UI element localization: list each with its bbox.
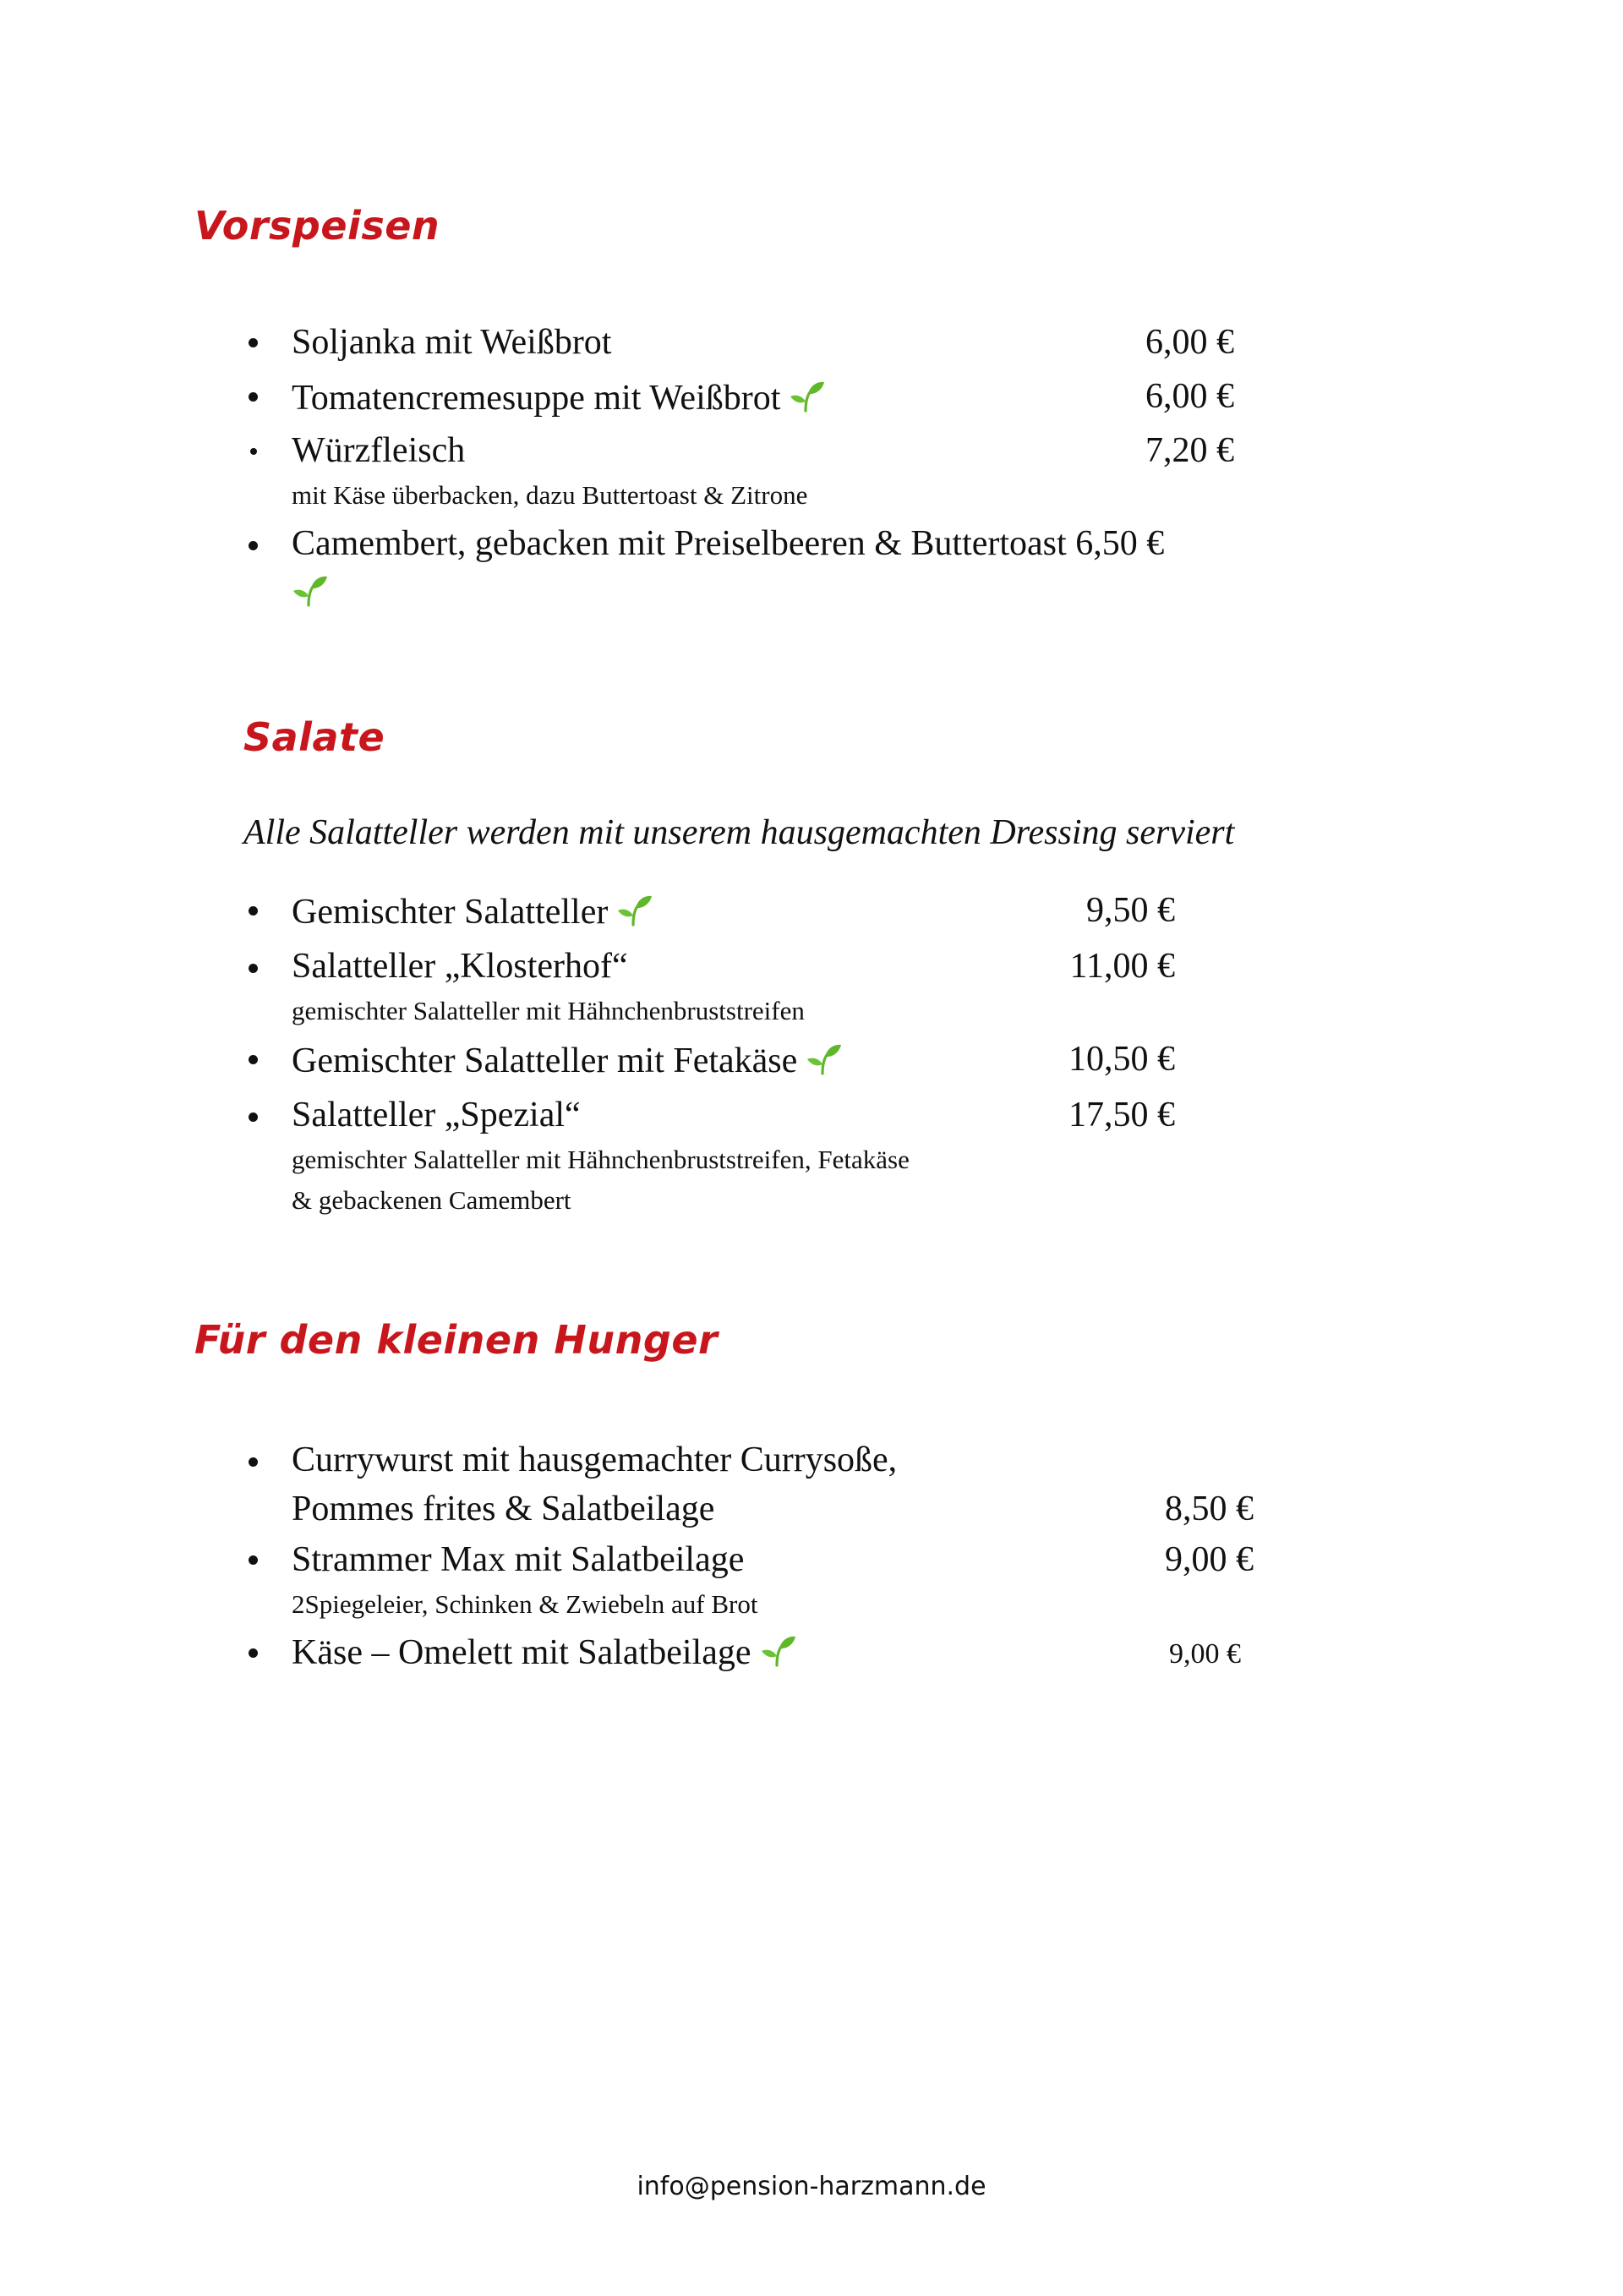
item-price: 10,50 € [1068, 1040, 1175, 1079]
item-description: gemischter Salatteller mit Hähnchenbruststreifen [292, 996, 805, 1025]
section-heading-kleiner-hunger: Für den kleinen Hunger [194, 1317, 719, 1363]
item-name: Würzfleisch [292, 431, 466, 470]
item-price: 9,00 € [1165, 1540, 1254, 1579]
vegetarian-sprout-icon [292, 573, 329, 607]
item-name: Soljanka mit Weißbrot [292, 323, 612, 362]
footer-email: info@pension-harzmann.de [637, 2172, 986, 2201]
item-description: & gebackenen Camembert [292, 1185, 571, 1215]
item-name: Salatteller „Klosterhof“ [292, 947, 628, 986]
section-heading-vorspeisen: Vorspeisen [194, 203, 440, 249]
item-description: mit Käse überbacken, dazu Buttertoast & Zitrone [292, 480, 808, 510]
item-name: Gemischter Salatteller mit Fetakäse [292, 1041, 843, 1079]
bullet [249, 1055, 258, 1064]
bullet [249, 541, 258, 550]
item-description: 2Spiegeleier, Schinken & Zwiebeln auf Brot [292, 1589, 758, 1619]
item-price: 9,00 € [1169, 1638, 1241, 1670]
item-price: 6,00 € [1145, 323, 1234, 362]
bullet [250, 448, 257, 455]
item-price: 11,00 € [1069, 947, 1175, 986]
vegetarian-sprout-icon [616, 893, 653, 927]
bullet [249, 906, 258, 916]
item-description: gemischter Salatteller mit Hähnchenbruststreifen, Fetakäse [292, 1145, 910, 1174]
bullet [249, 1457, 258, 1467]
item-price: 9,50 € [1086, 891, 1175, 930]
vegetarian-sprout-icon [806, 1041, 843, 1075]
vegetarian-sprout-icon [760, 1633, 797, 1667]
bullet [249, 1112, 258, 1122]
bullet [249, 964, 258, 973]
item-name: Käse – Omelett mit Salatbeilage [292, 1633, 797, 1670]
item-name: Tomatencremesuppe mit Weißbrot [292, 379, 826, 416]
bullet [249, 1555, 258, 1565]
item-name: Strammer Max mit Salatbeilage [292, 1540, 745, 1579]
item-price: 17,50 € [1068, 1096, 1175, 1134]
bullet [249, 1648, 258, 1658]
item-price: 7,20 € [1145, 431, 1234, 470]
item-name: Currywurst mit hausgemachter Currysoße, [292, 1440, 898, 1479]
bullet [249, 392, 258, 402]
item-name: Gemischter Salatteller [292, 893, 653, 930]
item-price: 8,50 € [1165, 1490, 1254, 1528]
vegetarian-sprout-icon [789, 379, 826, 413]
bullet [249, 338, 258, 347]
item-name: Camembert, gebacken mit Preiselbeeren & Buttertoast 6,50 € [292, 524, 1165, 563]
section-note: Alle Salatteller werden mit unserem hausgemachten Dressing serviert [243, 813, 1235, 852]
item-name-line2: Pommes frites & Salatbeilage [292, 1490, 715, 1528]
item-name: Salatteller „Spezial“ [292, 1096, 581, 1134]
item-price: 6,00 € [1145, 377, 1234, 416]
section-heading-salate: Salate [243, 714, 385, 760]
